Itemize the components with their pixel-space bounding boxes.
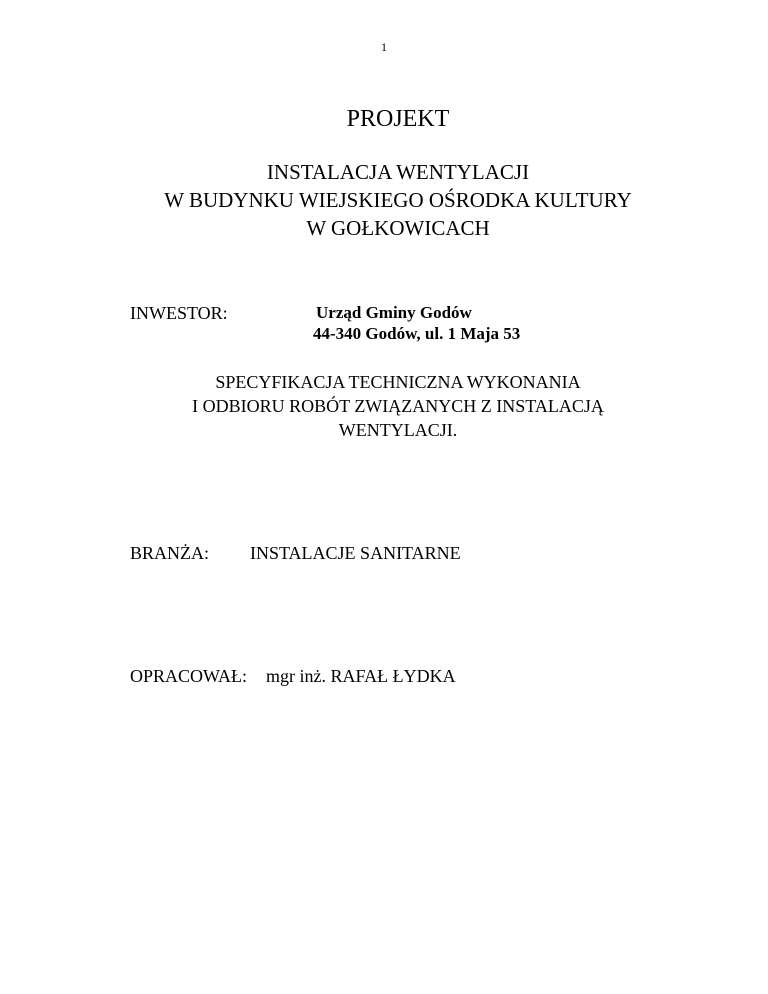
author-value: mgr inż. RAFAŁ ŁYDKA bbox=[266, 666, 456, 686]
document-title: PROJEKT bbox=[346, 106, 450, 132]
subject-line-1: INSTALACJA WENTYLACJI bbox=[266, 160, 530, 184]
spec-line-3: WENTYLACJI. bbox=[338, 420, 458, 440]
project-subject bbox=[0, 158, 768, 242]
branch-value: INSTALACJE SANITARNE bbox=[250, 543, 461, 563]
spec-line-1: SPECYFIKACJA TECHNICZNA WYKONANIA bbox=[215, 372, 581, 392]
subject-line-3: W GOŁKOWICACH bbox=[306, 216, 490, 240]
page-number: 1 bbox=[381, 40, 387, 54]
specification-heading bbox=[0, 370, 768, 442]
investor-label: INWESTOR: bbox=[130, 303, 228, 323]
subject-line-2: W BUDYNKU WIEJSKIEGO OŚRODKA KULTURY bbox=[164, 188, 632, 212]
branch-label: BRANŻA: bbox=[130, 543, 210, 563]
author-label: OPRACOWAŁ: bbox=[130, 666, 248, 686]
spec-line-2: I ODBIORU ROBÓT ZWIĄZANYCH Z INSTALACJĄ bbox=[192, 396, 604, 416]
investor-address: 44-340 Godów, ul. 1 Maja 53 bbox=[313, 324, 521, 343]
investor-name: Urząd Gminy Godów bbox=[316, 303, 472, 322]
